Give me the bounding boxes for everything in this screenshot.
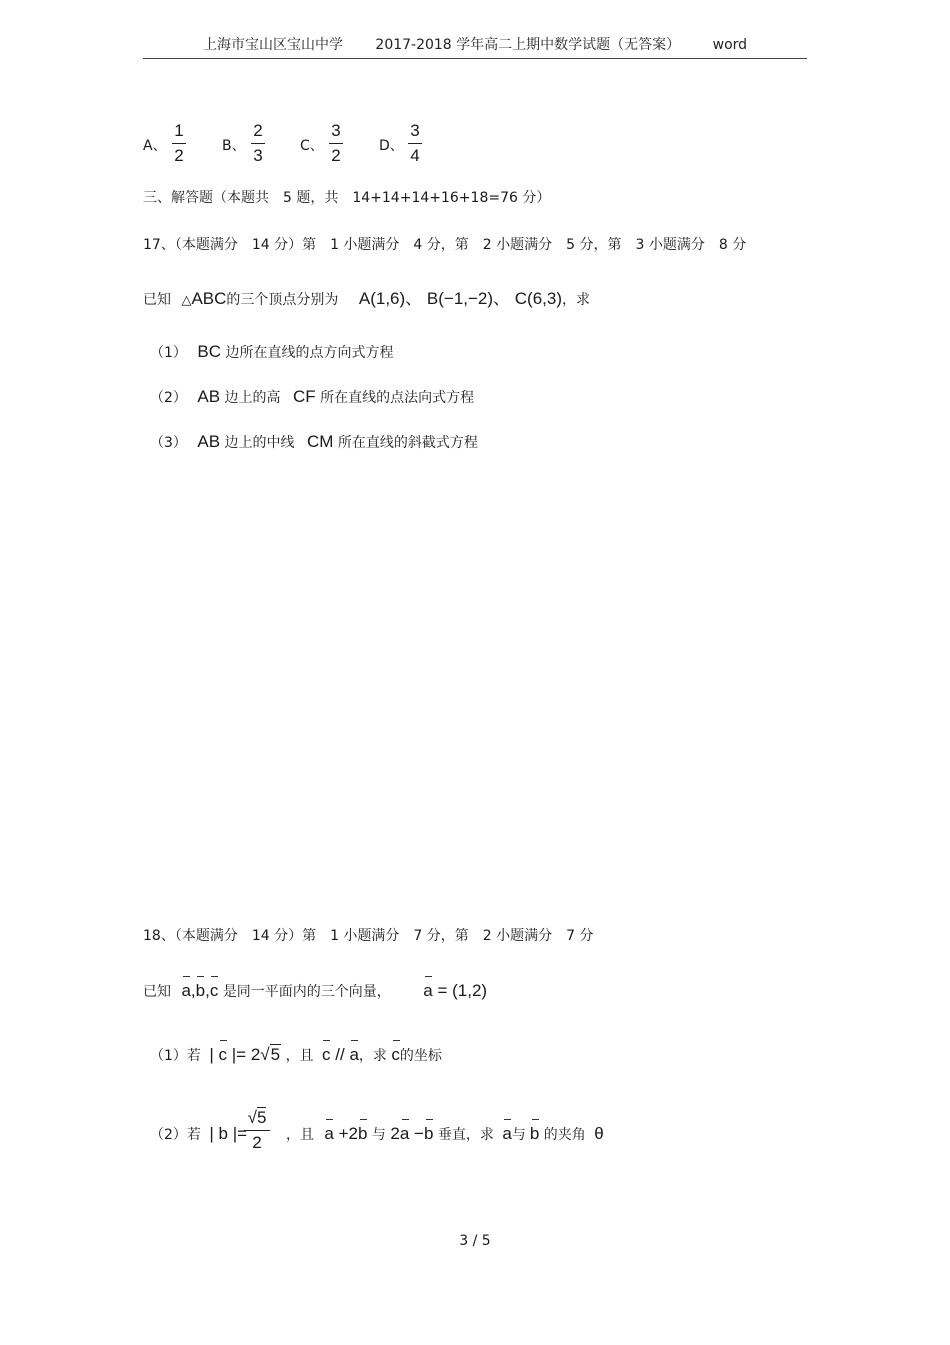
radicand: 5 (256, 1108, 267, 1127)
part-math: BC (197, 342, 221, 361)
triangle-icon: △ (181, 292, 192, 307)
vector-b: b (529, 1124, 540, 1143)
q17-given-suffix: ，求 (562, 292, 590, 308)
q18-part-2 (150, 1124, 604, 1144)
fraction-denominator: 2 (331, 146, 341, 165)
fraction-numerator: 1 (174, 121, 184, 140)
part-math-2: CM (306, 432, 334, 451)
option-label: D、 (379, 138, 404, 154)
req-text: ，求 (358, 1048, 387, 1064)
sqrt-icon: √ (247, 1108, 257, 1127)
header-title: 2017-2018 学年高二上期中数学试题（无答案） (375, 37, 681, 53)
part-math: AB (197, 432, 221, 451)
part-text-2: 所在直线的点法向式方程 (320, 390, 475, 406)
q17-part-2 (150, 387, 474, 407)
fraction-bar (251, 143, 265, 144)
q17-intro: 17、（本题满分 14 分）第 1 小题满分 4 分，第 2 小题满分 5 分，第 3 小题满分 8 分 (143, 237, 747, 253)
q18-given-mid: 是同一平面内的三个向量， (222, 984, 391, 1000)
vector-a: a (423, 981, 433, 1000)
and2-text: 与 (511, 1127, 526, 1143)
vector-list: a,b,c (181, 981, 219, 1000)
q17-points: A(1,6)、 B(−1,−2)、 C(6,3) (358, 289, 562, 308)
eq-two: |= 2 (231, 1045, 261, 1064)
header-school: 上海市宝山区宝山中学 (202, 37, 343, 53)
parallel-symbol: // (335, 1045, 345, 1064)
header-rule (143, 58, 807, 59)
fraction-numerator: 3 (410, 121, 420, 140)
radicand: 5 (270, 1045, 281, 1064)
fraction-denominator: 4 (410, 146, 420, 165)
q17-part-3 (150, 432, 478, 452)
plus-two: +2 (338, 1124, 358, 1143)
expr-a-plus-2b (324, 1124, 367, 1143)
vector-c: c (218, 1045, 228, 1064)
vector-c: c (209, 981, 219, 1000)
vector-c: c (322, 1045, 331, 1064)
tail-text: 的夹角 (543, 1127, 586, 1143)
minus: − (414, 1124, 424, 1143)
fraction-bar (244, 1130, 270, 1131)
fraction-denominator: 3 (253, 146, 263, 165)
and-text: ，且 (285, 1048, 314, 1064)
fraction-bar (172, 143, 186, 144)
two: 2 (390, 1124, 400, 1143)
q17-given-mid: 的三个顶点分别为 (226, 292, 339, 308)
part-number: （2）若 (150, 1127, 201, 1143)
q18-part-1 (150, 1045, 442, 1065)
part-number: （1） (150, 345, 187, 361)
q18-given (143, 981, 487, 1001)
vector-a: a (181, 981, 191, 1000)
vector-b: b (358, 1124, 368, 1143)
option-label: B、 (222, 138, 246, 154)
fraction-numerator: 2 (253, 121, 263, 140)
and-text: ，且 (285, 1127, 314, 1143)
sqrt-five (260, 1045, 281, 1065)
part-number: （3） (150, 435, 187, 451)
part-math: AB (197, 387, 221, 406)
option-fraction (407, 120, 423, 167)
fraction-numerator (248, 1107, 267, 1127)
q17-part-1 (150, 342, 393, 362)
parallel-expr (322, 1045, 359, 1064)
triangle-symbol (181, 289, 226, 308)
sqrt5-over-2 (244, 1108, 270, 1153)
part-text: 边上的中线 (224, 435, 295, 451)
page-number: 3 / 5 (459, 1233, 491, 1249)
section3-heading: 三、解答题（本题共 5 题，共 14+14+14+16+18=76 分） (143, 190, 551, 206)
vector-a: a (349, 1045, 359, 1064)
option-fraction (250, 120, 266, 167)
page-header (0, 34, 950, 54)
part-text: 边所在直线的点方向式方程 (225, 345, 394, 361)
vector-a-def (423, 981, 487, 1000)
q18-given-prefix: 已知 (143, 984, 171, 1000)
q17-given (143, 284, 590, 309)
q17-given-prefix: 已知 (143, 292, 171, 308)
vector-a: a (324, 1124, 334, 1143)
with-text: 与 (371, 1127, 386, 1143)
option-label: A、 (143, 138, 167, 154)
fraction-bar (329, 143, 343, 144)
fraction-denominator: 2 (252, 1133, 262, 1152)
theta-symbol: θ (594, 1124, 604, 1143)
option-label: C、 (300, 138, 324, 154)
part-number: （1）若 (150, 1048, 201, 1064)
vector-a: a (399, 1124, 410, 1143)
tail-text: 的坐标 (399, 1048, 442, 1064)
expr-2a-minus-b (390, 1124, 433, 1143)
fraction-numerator: 3 (331, 121, 341, 140)
vector-b: b (423, 1124, 434, 1143)
vector-a: a (502, 1124, 512, 1143)
vector-b: b (195, 981, 206, 1000)
vector-c: c (391, 1045, 400, 1064)
fraction-bar (408, 143, 422, 144)
part-math-2: CF (292, 387, 316, 406)
q18-intro: 18、（本题满分 14 分）第 1 小题满分 7 分，第 2 小题满分 7 分 (143, 928, 594, 944)
sqrt-icon: √ (260, 1045, 270, 1064)
part-number: （2） (150, 390, 187, 406)
option-fraction (328, 120, 344, 167)
a-value: = (1,2) (437, 981, 488, 1000)
triangle-name: ABC (191, 289, 227, 308)
abs-b-expr: | b |= (209, 1124, 248, 1143)
option-fraction (171, 120, 187, 167)
header-format: word (712, 37, 748, 53)
abs-c-expr (209, 1045, 281, 1064)
fraction-denominator: 2 (174, 146, 184, 165)
abs-bar: | (209, 1045, 214, 1064)
part-text-2: 所在直线的斜截式方程 (337, 435, 478, 451)
perp-text: 垂直，求 (437, 1127, 494, 1143)
part-text: 边上的高 (224, 390, 281, 406)
